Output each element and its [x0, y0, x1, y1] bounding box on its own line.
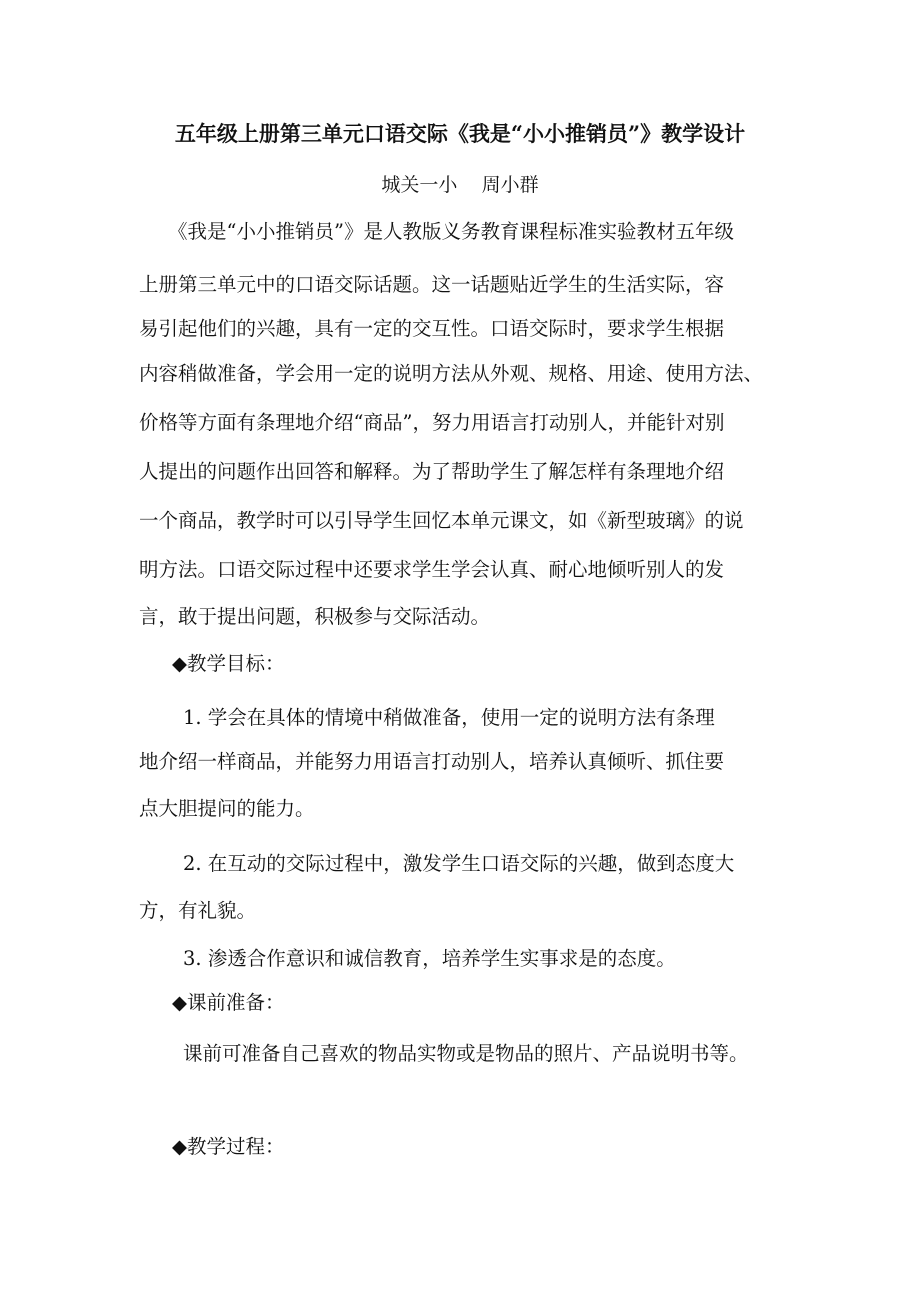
goals-heading: ◆教学目标：	[172, 652, 285, 675]
goal-1-line-2: 地介绍一样商品，并能努力用语言打动别人，培养认真倾听、抓住要	[139, 750, 725, 773]
goal-2-line-1: 2. 在互动的交际过程中，激发学生口语交际的兴趣，做到态度大	[183, 852, 735, 875]
document-title: 五年级上册第三单元口语交际《我是“小小推销员”》教学设计	[174, 121, 746, 146]
prep-line: 课前可准备自己喜欢的物品实物或是物品的照片、产品说明书等。	[183, 1042, 749, 1065]
author-line: 城关一小 周小群	[381, 174, 539, 196]
prep-heading: ◆课前准备：	[172, 991, 285, 1014]
goal-1-line-3: 点大胆提问的能力。	[139, 797, 315, 820]
intro-line-2: 上册第三单元中的口语交际话题。这一话题贴近学生的生活实际，容	[139, 273, 725, 296]
intro-line-3: 易引起他们的兴趣，具有一定的交互性。口语交际时，要求学生根据	[139, 317, 725, 340]
intro-line-4: 内容稍做准备，学会用一定的说明方法从外观、规格、用途、使用方法、	[139, 362, 764, 385]
intro-line-8: 明方法。口语交际过程中还要求学生学会认真、耐心地倾听别人的发	[139, 558, 725, 581]
intro-line-7: 一个商品，教学时可以引导学生回忆本单元课文，如《新型玻璃》的说	[139, 509, 744, 532]
intro-line-6: 人提出的问题作出回答和解释。为了帮助学生了解怎样有条理地介绍	[139, 460, 725, 483]
intro-line-5: 价格等方面有条理地介绍“商品”，努力用语言打动别人，并能针对别	[139, 411, 725, 434]
intro-line-9: 言，敢于提出问题，积极参与交际活动。	[139, 605, 491, 628]
goal-1-line-1: 1. 学会在具体的情境中稍做准备，使用一定的说明方法有条理	[183, 706, 715, 729]
intro-line-1: 《我是“小小推销员”》是人教版义务教育课程标准实验教材五年级	[168, 220, 734, 243]
process-heading: ◆教学过程：	[172, 1135, 285, 1158]
goal-2-line-2: 方，有礼貌。	[139, 899, 257, 922]
goal-3-line: 3. 渗透合作意识和诚信教育，培养学生实事求是的态度。	[183, 947, 676, 970]
